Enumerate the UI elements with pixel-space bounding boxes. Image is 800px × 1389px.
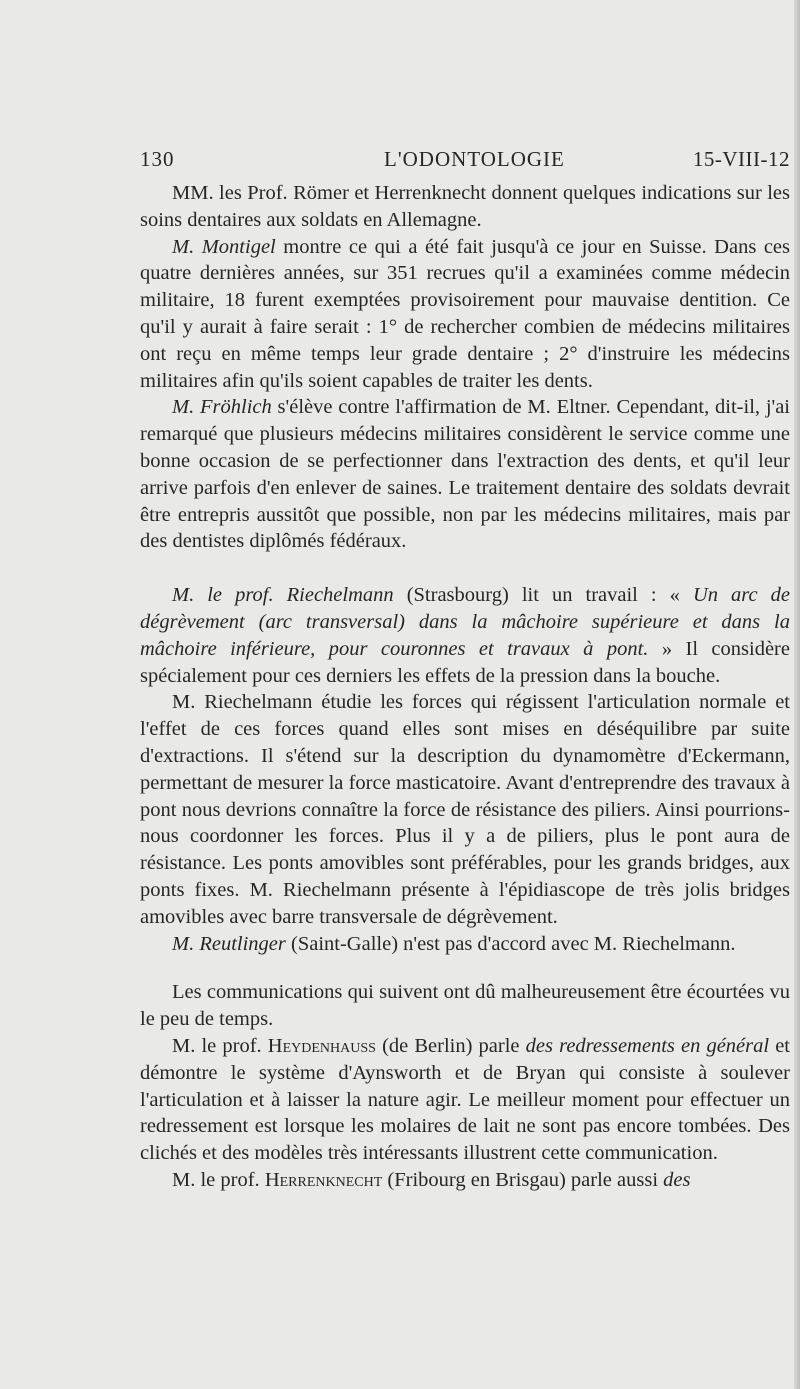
speaker-name: Herrenknecht bbox=[264, 1168, 383, 1191]
page-edge-shadow bbox=[794, 0, 800, 1389]
paragraph-herrenknecht: M. le prof. Herrenknecht (Fribourg en Brisgau) parle aussi des bbox=[172, 1168, 691, 1191]
speaker-name: Heydenhauss bbox=[267, 1034, 376, 1057]
speaker-name: M. Montigel bbox=[172, 235, 276, 258]
paragraph-riechelmann-intro: M. le prof. Riechelmann (Strasbourg) lit un travail : « Un arc de dégrèvement (arc transversal) dans la mâchoire supérieure et dans la mâchoire inférieure, pour couronnes et travaux à pont. » Il considère spécialement pour ces derniers les effets de la pression dans la bouche. bbox=[140, 584, 790, 687]
body-text bbox=[140, 180, 790, 1194]
issue-date: 15-VIII-12 bbox=[692, 147, 790, 171]
paragraph-montigel: M. Montigel montre ce qui a été fait jusqu'à ce jour en Suisse. Dans ces quatre dernières années, sur 351 recrues qu'il a examinées comme médecin militaire, 18 furent exemptées provisoirement pour mauvaise dentition. Ce qu'il y aurait à faire serait : 1° de rechercher combien de médecins militaires ont reçu en même temps leur grade dentaire ; 2° d'instruire les médecins militaires afin qu'ils soient capables de traiter les dents. bbox=[140, 235, 790, 392]
speaker-name: M. Reutlinger bbox=[172, 932, 286, 955]
communication-title: Un arc de dégrèvement (arc transversal) dans la mâchoire supérieure et dans la mâchoire inférieure, pour couronnes et travaux à pont. bbox=[140, 584, 790, 660]
paragraph-reutlinger: M. Reutlinger (Saint-Galle) n'est pas d'accord avec M. Riechelmann. bbox=[172, 932, 736, 955]
speaker-name: M. le prof. Riechelmann bbox=[172, 584, 394, 607]
communication-title: des redressements en général bbox=[525, 1034, 770, 1057]
page-number: 130 bbox=[140, 147, 175, 171]
journal-title: L'ODONTOLOGIE bbox=[384, 147, 565, 171]
paragraph-romer-herrenknecht: MM. les Prof. Römer et Herrenknecht donnent quelques indications sur les soins dentaires aux soldats en Allemagne. bbox=[140, 182, 790, 231]
paragraph-riechelmann-detail: M. Riechelmann étudie les forces qui régissent l'articulation normale et l'effet de ces forces quand elles sont mises en déséquilibre par suite d'extractions. Il s'étend sur la description du dynamomètre d'Eckermann, permettant de mesurer la force masticatoire. Avant d'entreprendre des travaux à pont nous devrions connaître la force de résistance des piliers. Ainsi pourrions-nous coordonner les forces. Plus il y a de piliers, plus le pont aura de résistance. Les ponts amovibles sont préférables, pour les grands bridges, aux ponts fixes. M. Riechelmann présente à l'épidiascope de très jolis bridges amovibles avec barre transversale de dégrèvement. bbox=[140, 691, 790, 928]
running-header bbox=[140, 147, 790, 173]
speaker-name: M. Fröhlich bbox=[172, 396, 272, 419]
paragraph-frohlich: M. Fröhlich s'élève contre l'affirmation de M. Eltner. Cependant, dit-il, j'ai remarqué que plusieurs médecins militaires considèrent le service comme une bonne occasion de se perfectionner dans l'extraction des dents, et qu'il leur arrive parfois d'en enlever de saines. Le traitement dentaire des soldats devrait être entrepris aussitôt que possible, non par les médecins militaires, mais par des dentistes diplômés fédéraux. bbox=[140, 396, 790, 553]
communication-title: des bbox=[663, 1168, 691, 1191]
paragraph-heydenhauss: M. le prof. Heydenhauss (de Berlin) parle des redressements en général et démontre le système d'Aynsworth et de Bryan qui consiste à soulever l'articulation et à laisser la nature agir. Le meilleur moment pour effectuer un redressement est lorsque les molaires de lait ne sont pas encore tombées. Des clichés et des modèles très intéressants illustrent cette communication. bbox=[140, 1034, 790, 1165]
paragraph-communications: Les communications qui suivent ont dû malheureusement être écourtées vu le peu de temps. bbox=[140, 981, 790, 1031]
